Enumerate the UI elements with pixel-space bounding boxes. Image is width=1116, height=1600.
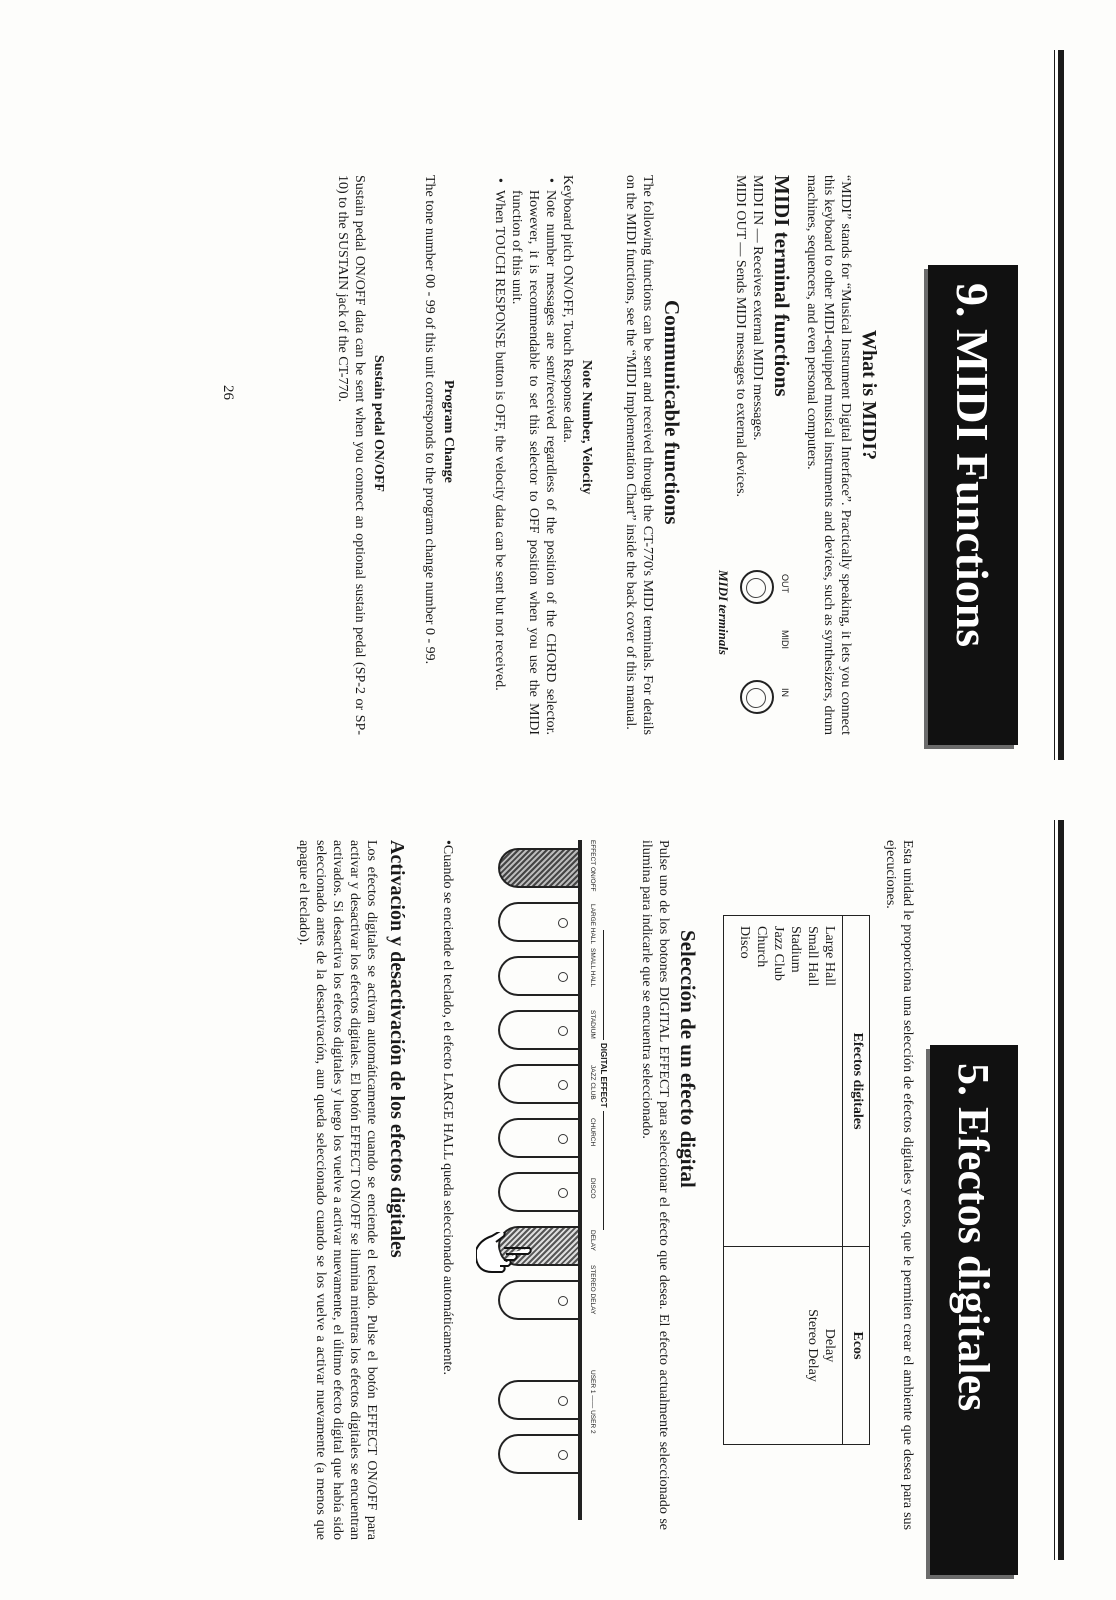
communicable-body: The following functions can be sent and received through the CT-770's MIDI terminals. For details on the MIDI functions, see the “MIDI Implementation Chart” inside the back cover of this manual. <box>623 175 655 735</box>
label-stadium: STADIUM <box>589 1010 596 1039</box>
label-large-hall: LARGE HALL <box>589 904 596 945</box>
table-effects-cell <box>724 916 843 1247</box>
midi-in-port-icon <box>740 680 774 714</box>
led-icon <box>558 1134 568 1144</box>
port-label-out: OUT <box>780 574 790 593</box>
panel-top-bar <box>578 840 582 1520</box>
label-church: CHURCH <box>589 1118 596 1147</box>
terminal-functions-heading: MIDI terminal functions <box>770 175 794 397</box>
echo-item: Delay <box>822 1328 837 1363</box>
digital-effect-panel <box>468 840 618 1540</box>
chapter-banner: 9. MIDI Functions <box>928 265 1018 745</box>
effect-item: Jazz Club <box>771 926 786 981</box>
top-rule <box>1058 50 1064 760</box>
intro-text: Esta unidad le proporciona una selección de efectos digitales y ecos, que le permiten crear el ambiente que desea para sus ejecuciones. <box>883 840 915 1530</box>
jazz-club-button[interactable] <box>498 1064 578 1104</box>
church-button[interactable] <box>498 1118 578 1158</box>
echo-item: Stereo Delay <box>805 1309 820 1382</box>
sustain-heading: Sustain pedal ON/OFF <box>371 355 386 492</box>
small-hall-button[interactable] <box>498 956 578 996</box>
pointing-hand-icon <box>476 1232 532 1276</box>
effect-item: Large Hall <box>822 926 837 986</box>
led-icon <box>558 1026 568 1036</box>
sustain-body: Sustain pedal ON/OFF data can be sent when you connect an optional sustain pedal (SP-2 or SP-10) to the SUSTAIN jack of the CT-770. <box>335 175 367 735</box>
midi-in-text: MIDI IN — Receives external MIDI messages. <box>750 175 765 441</box>
what-is-midi-body: “MIDI” stands for “Musical Instrument Digital Interface”. Practically speaking, it lets you connect this keyboard to other MIDI-equipped musical instruments and devices, such as synthesizers, drum machines, sequencers, and even personal computers. <box>804 175 853 735</box>
table-header-effects: Efectos digitales <box>843 916 870 1247</box>
large-hall-button[interactable] <box>498 902 578 942</box>
note-number-body: Keyboard pitch ON/OFF, Touch Response data. <box>560 175 575 443</box>
what-is-midi-heading: What is MIDI? <box>858 330 880 461</box>
page-efectos-digitales <box>0 800 1116 1600</box>
table-echoes-cell <box>724 1247 843 1445</box>
port-label-midi: MIDI <box>780 630 790 649</box>
led-icon <box>558 1296 568 1306</box>
communicable-heading: Communicable functions <box>660 300 684 525</box>
disco-button[interactable] <box>498 1172 578 1212</box>
program-change-body: The tone number 00 - 99 of this unit corresponds to the program change number 0 - 99. <box>422 175 437 665</box>
label-disco: DISCO <box>589 1178 596 1199</box>
activation-body: Los efectos digitales se activan automáticamente cuando se enciende el teclado. Pulse el botón EFFECT ON/OFF para activar y desactivar los efectos digitales. El botón EFFECT ON/OFF se ilumina mientras los efectos digitales se encuentran activados. Si desactiva los efectos digitales y luego los vuelve a activar nuevamente, el último efecto digital que había sido seleccionado antes de la desactivación, aun queda seleccionado cuando se los vuelve a activar nuevamente (a menos que apague el teclado). <box>296 840 379 1540</box>
chapter-banner: 5. Efectos digitales <box>930 1045 1018 1575</box>
led-icon <box>558 918 568 928</box>
led-icon <box>558 972 568 982</box>
label-stereo-delay: STEREO DELAY <box>589 1265 596 1315</box>
effects-table <box>723 915 870 1445</box>
effect-item: Small Hall <box>805 926 820 987</box>
led-icon <box>558 1396 568 1406</box>
top-rule-thin <box>1054 820 1055 1560</box>
default-effect-note: •Cuando se enciende el teclado, el efecto LARGE HALL queda seleccionado automáticamente. <box>440 840 455 1375</box>
bullet-touch-response: • When TOUCH RESPONSE button is OFF, the velocity data can be sent but not received. <box>491 190 508 735</box>
label-effect-onoff: EFFECT ON/OFF <box>589 840 596 892</box>
table-header-echoes: Ecos <box>843 1247 870 1445</box>
selection-body: Pulse uno de los botones DIGITAL EFFECT para seleccionar el efecto que desea. El efecto actualmente seleccionado se ilumina para indicarle que se encuentra seleccionado. <box>639 840 671 1530</box>
port-label-in: IN <box>780 688 790 697</box>
midi-terminals-caption: MIDI terminals <box>716 570 731 655</box>
label-small-hall: SMALL HALL <box>589 948 596 988</box>
selection-heading: Selección de un efecto digital <box>676 930 700 1188</box>
bullet-chord-selector: • Note number messages are sent/received regardless of the position of the CHORD selector. However, it is recommendable to set this selector to OFF position when you use the MIDI function of this unit. <box>508 190 559 735</box>
digital-effect-group-label: DIGITAL EFFECT <box>599 1040 608 1111</box>
activation-heading: Activación y desactivación de los efectos digitales <box>386 840 408 1258</box>
stereo-delay-button[interactable] <box>498 1280 578 1320</box>
note-number-heading: Note Number, Velocity <box>579 360 594 495</box>
stadium-button[interactable] <box>498 1010 578 1050</box>
effect-item: Church <box>754 926 769 968</box>
user1-button[interactable] <box>498 1380 578 1420</box>
program-change-heading: Program Change <box>441 380 456 483</box>
effect-item: Disco <box>737 926 752 959</box>
midi-out-text: MIDI OUT — Sends MIDI messages to external devices. <box>733 175 748 498</box>
led-icon <box>558 1188 568 1198</box>
top-rule-thin <box>1054 50 1055 760</box>
midi-out-port-icon <box>740 570 774 604</box>
label-delay: DELAY <box>589 1230 596 1251</box>
effect-onoff-button[interactable] <box>498 848 578 888</box>
led-icon <box>558 1080 568 1090</box>
top-rule <box>1058 820 1064 1560</box>
midi-terminals-figure <box>700 560 790 740</box>
led-icon <box>558 1450 568 1460</box>
user2-button[interactable] <box>498 1434 578 1474</box>
label-jazz-club: JAZZ CLUB <box>589 1065 596 1100</box>
effect-item: Stadium <box>788 926 803 973</box>
page-number: 26 <box>220 385 236 400</box>
label-user-range: USER 1 —— USER 2 <box>589 1370 596 1434</box>
